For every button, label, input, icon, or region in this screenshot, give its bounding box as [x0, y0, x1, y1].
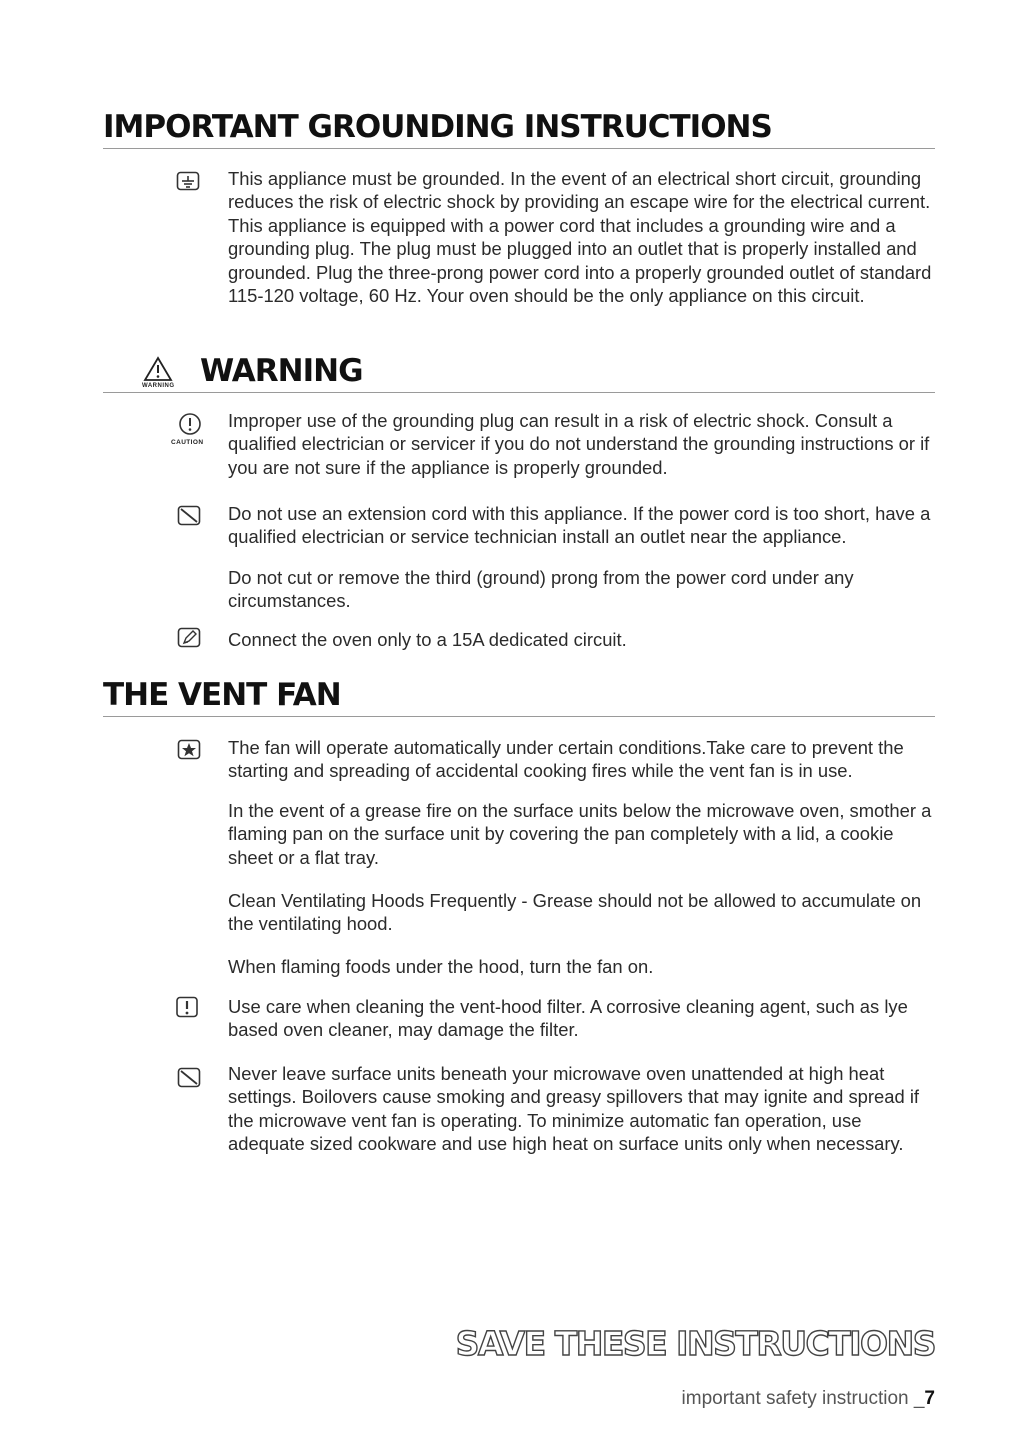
- caution-icon: [178, 412, 202, 436]
- exclamation-icon: [175, 996, 199, 1018]
- warning-paragraph-1: Improper use of the grounding plug can result in a risk of electric shock. Consult a qualified electrician or servicer if you do not understand the grounding instructions or if you are not sure if the appliance is properly grounded.: [228, 410, 930, 478]
- vent-fan-paragraph-3: Clean Ventilating Hoods Frequently - Grease should not be allowed to accumulate on the ventilating hood.: [228, 890, 922, 935]
- warning-paragraph-3: Do not cut or remove the third (ground) prong from the power cord under any circumstances.: [228, 567, 854, 612]
- footer-label: important safety instruction _: [681, 1388, 925, 1409]
- warning-paragraph-2: Do not use an extension cord with this appliance. If the power cord is too short, have a qualified electrician or service technician install an outlet near the appliance.: [228, 503, 931, 548]
- warning-paragraph-4: Connect the oven only to a 15A dedicated circuit.: [228, 629, 627, 650]
- vent-fan-paragraph-4: When flaming foods under the hood, turn the fan on.: [228, 956, 654, 977]
- grounding-section-title: IMPORTANT GROUNDING INSTRUCTIONS: [103, 108, 935, 149]
- page-footer: [682, 1388, 935, 1410]
- prohibited-icon: [177, 1067, 201, 1089]
- vent-fan-section-title: THE VENT FAN: [103, 676, 935, 717]
- caution-caption: CAUTION: [171, 439, 204, 446]
- warning-symbol-caption: WARNING: [142, 383, 175, 389]
- warning-section-title: WARNING: [200, 353, 363, 389]
- vent-fan-paragraph-5: Use care when cleaning the vent-hood filter. A corrosive cleaning agent, such as lye based oven cleaner, may damage the filter.: [228, 996, 908, 1041]
- ground-icon: [176, 171, 200, 193]
- save-instructions-banner: SAVE THESE INSTRUCTIONS: [455, 1324, 935, 1363]
- prohibited-icon: [177, 505, 201, 527]
- vent-fan-paragraph-2: In the event of a grease fire on the surface units below the microwave oven, smother a flaming pan on the surface unit by covering the pan completely with a lid, a cookie sheet or a flat tray.: [228, 800, 932, 868]
- page-number: 7: [924, 1388, 935, 1409]
- star-icon: [177, 739, 201, 761]
- warning-triangle-icon: [143, 356, 173, 382]
- note-icon: [177, 627, 201, 649]
- warning-section-header: [103, 350, 935, 393]
- vent-fan-paragraph-6: Never leave surface units beneath your microwave oven unattended at high heat settings. Boilovers cause smoking and greasy spillovers that may ignite and spread if the microwave vent fan is operating. To minimize automatic fan operation, use adequate sized cookware and use high heat on surface units only when necessary.: [228, 1063, 920, 1155]
- vent-fan-paragraph-1: The fan will operate automatically under certain conditions.Take care to prevent the starting and spreading of accidental cooking fires while the vent fan is in use.: [228, 737, 904, 782]
- grounding-paragraph: This appliance must be grounded. In the event of an electrical short circuit, grounding reduces the risk of electric shock by providing an escape wire for the electrical current. This appliance is equipped with a power cord that includes a grounding wire and a grounding plug. The plug must be plugged into an outlet that is properly installed and grounded. Plug the three-prong power cord into a properly grounded outlet of standard 115-120 voltage, 60 Hz. Your oven should be the only appliance on this circuit.: [228, 168, 932, 307]
